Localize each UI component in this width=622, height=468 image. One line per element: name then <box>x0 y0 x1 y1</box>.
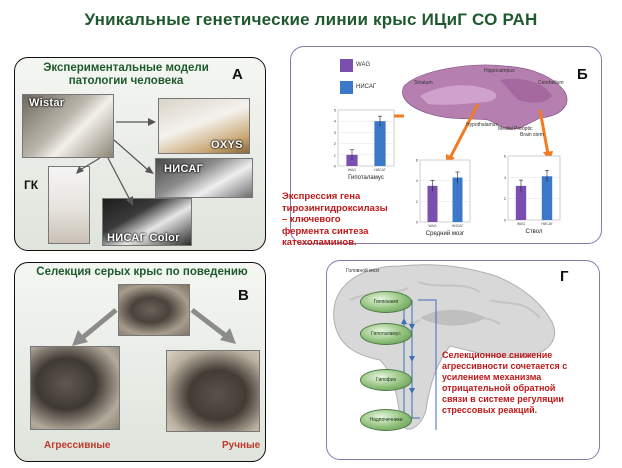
node-adrenals: Надпочечники <box>360 409 412 431</box>
expression-caption-line: катехоламинов. <box>282 237 357 248</box>
regulation-caption-line: связи в системе регуляции <box>442 394 564 404</box>
chart-category-label: WAG <box>516 222 526 226</box>
oxys-label: OXYS <box>211 139 243 151</box>
expression-caption-line: – ключевого <box>282 214 341 225</box>
brain-label-cerebellum: Cerebellum <box>538 80 564 86</box>
chart-category-label: WAG <box>428 224 437 228</box>
legend-label-nisag: НИСАГ <box>356 84 377 90</box>
chart-tick-label: 4 <box>503 174 506 180</box>
panel-a-heading: Экспериментальные модели патологии человека <box>43 62 209 87</box>
legend-label-wag: WAG <box>356 62 371 68</box>
chart-title: Средний мозг <box>425 231 465 237</box>
chart-category-label: НИСАГ <box>451 224 464 228</box>
chart-category-label: НИСАГ <box>541 222 553 226</box>
chart-tick-label: 4 <box>415 178 418 184</box>
chart-category-label: НИСАГ <box>374 168 386 172</box>
nisag-label: НИСАГ <box>164 163 204 175</box>
regulation-caption <box>442 350 567 416</box>
chart-category-label: WAG <box>347 168 357 172</box>
nisag-color-label: НИСАГ Color <box>107 232 180 244</box>
aggressive-caption: Агрессивные <box>44 440 111 451</box>
chart-tick-label: 4 <box>333 118 336 124</box>
brain-label-striatum: Striatum <box>414 80 433 86</box>
chart-tick-label: 3 <box>333 129 336 135</box>
panel-g-letter: Г <box>560 268 569 285</box>
regulation-caption-line: усилением механизма <box>442 372 542 382</box>
chart-tick-label: 1 <box>333 152 336 158</box>
brain-label-hippocampus: Hippocampus <box>484 68 515 74</box>
expression-caption-line: тирозингидроксилазы <box>282 202 388 214</box>
node-hippocampus: Гиппокамп <box>360 291 412 313</box>
regulation-caption-line: стрессовых реакций. <box>442 405 538 415</box>
panel-b-letter: Б <box>577 66 588 83</box>
chart-tick-label: 0 <box>333 163 336 169</box>
regulation-caption-line: отрицательной обратной <box>442 383 556 393</box>
chart-tick-label: 0 <box>415 219 418 225</box>
panel-v-letter: В <box>238 287 249 304</box>
chart-tick-label: 6 <box>503 153 506 159</box>
chart-tick-label: 2 <box>503 196 506 202</box>
chart-tick-label: 6 <box>415 157 418 163</box>
chart-tick-label: 5 <box>333 107 336 113</box>
chart-tick-label: 2 <box>333 141 336 147</box>
brain-label-hypothalamus: Hypothalamus <box>466 122 498 128</box>
regulation-caption-line: агрессивности сочетается с <box>442 361 568 371</box>
tame-caption: Ручные <box>222 440 261 451</box>
chart-tick-label: 2 <box>415 198 418 204</box>
node-hypothalamus: Гипоталамус <box>360 323 412 345</box>
chart-title: Ствол <box>525 229 543 235</box>
chart-title: Гипоталамус <box>348 175 384 181</box>
chart-tick-label: 0 <box>503 217 506 223</box>
node-pituitary: Гипофиз <box>360 369 412 391</box>
brain-top-label: Головной мозг <box>346 268 380 274</box>
brain-label-brain-stem: Brain stem <box>520 132 544 138</box>
expression-caption-line: фермента синтеза <box>282 225 369 237</box>
regulation-caption-line: Селекционное снижение <box>442 350 553 360</box>
expression-caption-line: Экспрессия гена <box>282 191 361 202</box>
gk-label: ГК <box>24 178 39 192</box>
wistar-label: Wistar <box>29 97 65 109</box>
panel-a-letter: А <box>232 66 243 83</box>
panel-v-heading: Селекция серых крыс по поведению <box>36 266 248 278</box>
brain-label-medial-preoptic: Medial Preoptic <box>498 126 533 132</box>
slide-title: Уникальные генетические линии крыс ИЦиГ СО РАН <box>84 10 538 29</box>
